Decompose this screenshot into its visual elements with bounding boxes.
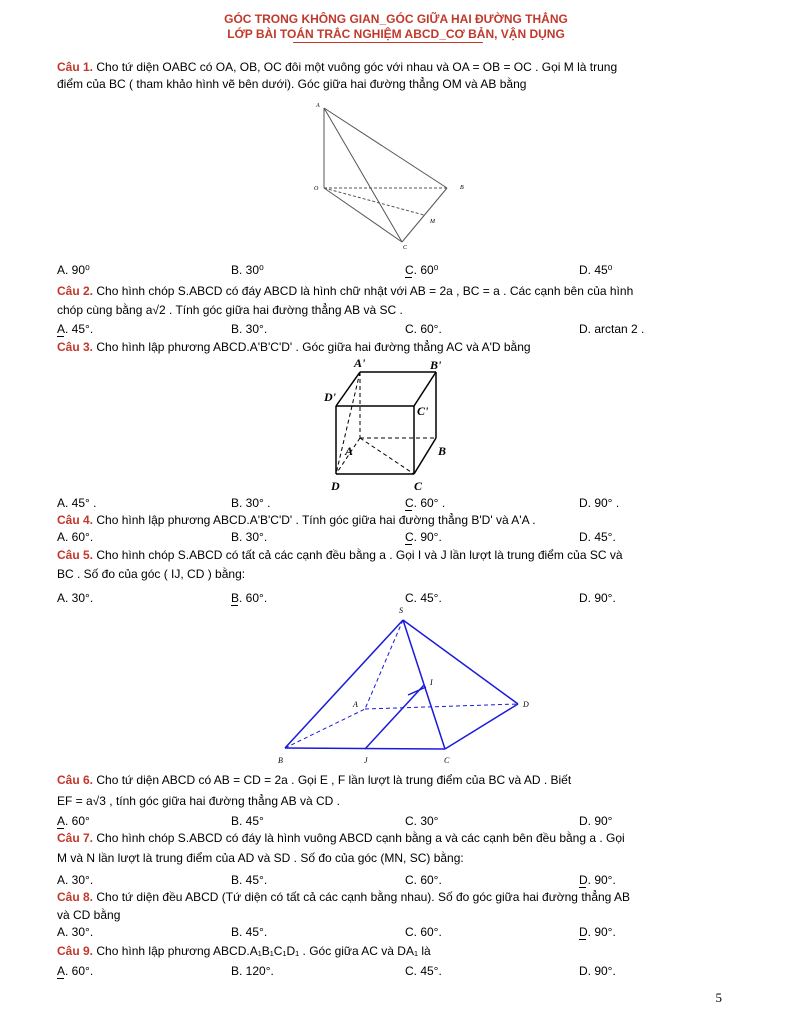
question-2-line2: chóp cùng bằng a√2 . Tính góc giữa hai đường thẳng AB và SC . (57, 303, 403, 317)
q2-option-d[interactable]: D. arctan 2 . (579, 322, 645, 336)
label-a: A (345, 444, 354, 458)
edge-ab (285, 709, 365, 748)
label-d: D (523, 700, 529, 709)
q3-option-d[interactable]: D. 90° . (579, 496, 620, 510)
label-c: C (403, 245, 408, 250)
q4-option-a[interactable]: A. 60°. (57, 530, 94, 544)
q1-option-b[interactable]: B. 30⁰ (231, 263, 264, 277)
figure-cube (320, 355, 460, 495)
question-2-line1: Câu 2. Cho hình chóp S.ABCD có đáy ABCD là hình chữ nhật với AB = 2a , BC = a . Các cạnh bên của hình (57, 284, 634, 298)
q1-option-d[interactable]: D. 45⁰ (579, 263, 613, 277)
q4-option-b[interactable]: B. 30°. (231, 530, 268, 544)
q6-option-c[interactable]: C. 30° (405, 814, 439, 828)
label-b1: B' (430, 358, 442, 372)
segment-ij (365, 685, 424, 749)
question-3-line1: Câu 3. Cho hình lập phương ABCD.A'B'C'D' . Góc giữa hai đường thẳng AC và A'D bằng (57, 340, 531, 354)
figure-tetrahedron-oabc (310, 100, 470, 250)
q6-answer-underline (57, 828, 64, 829)
question-9-line1: Câu 9. Cho hình lập phương ABCD.A₁B₁C₁D₁ . Góc giữa AC và DA₁ là (57, 944, 431, 958)
q9-option-b[interactable]: B. 120°. (231, 964, 274, 978)
q9-answer-underline (57, 978, 64, 979)
label-o: O (314, 186, 319, 192)
edge-sa (365, 620, 403, 709)
q1-option-a[interactable]: A. 90⁰ (57, 263, 90, 277)
q8-option-d[interactable]: D. 90°. (579, 925, 616, 939)
label-s: S (399, 606, 403, 615)
question-5-line1: Câu 5. Cho hình chóp S.ABCD có tất cả các cạnh đều bằng a . Gọi I và J lần lượt là trung điểm của SC và (57, 548, 623, 562)
q8-option-a[interactable]: A. 30°. (57, 925, 94, 939)
label-j: J (364, 756, 368, 765)
q4-option-c[interactable]: C. 90°. (405, 530, 442, 544)
label-c1: C' (417, 404, 429, 418)
q3-answer-underline (405, 510, 412, 511)
question-7-line1: Câu 7. Cho hình chóp S.ABCD có đáy là hình vuông ABCD cạnh bằng a và các cạnh bên đều bằng a . Gọi (57, 831, 625, 845)
q5-option-a[interactable]: A. 30°. (57, 591, 94, 605)
q9-option-a[interactable]: A. 60°. (57, 964, 94, 978)
label-a1: A' (354, 356, 366, 370)
question-8-line1: Câu 8. Cho tứ diện đều ABCD (Tứ diện có tất cả các cạnh bằng nhau). Số đo góc giữa hai đường thẳng AB (57, 890, 631, 904)
question-5-line2: BC . Số đo của góc ( IJ, CD ) bằng: (57, 567, 246, 581)
edge-a1d (336, 372, 360, 474)
q7-option-a[interactable]: A. 30°. (57, 873, 94, 887)
q5-answer-underline (231, 605, 238, 606)
question-1-line1: Câu 1. Cho tứ diện OABC có OA, OB, OC đôi một vuông góc với nhau và OA = OB = OC . Gọi M là trung (57, 60, 618, 74)
q7-option-d[interactable]: D. 90°. (579, 873, 616, 887)
q2-option-c[interactable]: C. 60°. (405, 322, 442, 336)
page-number: 5 (715, 990, 722, 1005)
edge-ac (324, 108, 402, 242)
edge-cd (445, 704, 518, 749)
question-1-line2: điểm của BC ( tham khảo hình vẽ bên dưới). Góc giữa hai đường thẳng OM và AB bằng (57, 77, 527, 91)
q6-option-b[interactable]: B. 45° (231, 814, 264, 828)
figure-pyramid-sabcd (270, 603, 540, 773)
label-c: C (414, 479, 423, 493)
q6-option-d[interactable]: D. 90° (579, 814, 613, 828)
label-a: A (353, 700, 358, 709)
q2-answer-underline (57, 336, 64, 337)
q9-option-c[interactable]: C. 45°. (405, 964, 442, 978)
question-6-line2: EF = a√3 , tính góc giữa hai đường thẳng AB và CD . (57, 794, 341, 808)
q5-option-d[interactable]: D. 90°. (579, 591, 616, 605)
segment-i-tick (408, 687, 426, 695)
q3-option-c[interactable]: C. 60° . (405, 496, 446, 510)
q8-answer-underline (579, 939, 586, 940)
title-underline (293, 42, 483, 43)
label-c: C (444, 756, 450, 765)
q3-option-b[interactable]: B. 30° . (231, 496, 271, 510)
edge-om (324, 188, 424, 215)
q3-option-a[interactable]: A. 45° . (57, 496, 97, 510)
q2-option-b[interactable]: B. 30°. (231, 322, 268, 336)
edge-ab (324, 108, 447, 188)
q1-option-c[interactable]: C. 60⁰ (405, 263, 439, 277)
question-4-line1: Câu 4. Cho hình lập phương ABCD.A'B'C'D' . Tính góc giữa hai đường thẳng B'D' và A'A . (57, 513, 536, 527)
edge-bc (402, 188, 447, 242)
label-d: D (331, 479, 340, 493)
edge-sd (403, 620, 518, 704)
q1-answer-underline (405, 277, 412, 278)
page-subtitle: LỚP BÀI TOÁN TRẮC NGHIỆM ABCD_CƠ BẢN, VẬN DỤNG (227, 27, 565, 41)
page-title: GÓC TRONG KHÔNG GIAN_GÓC GIỮA HAI ĐƯỜNG THẲNG (224, 12, 568, 26)
label-a: A (316, 103, 320, 109)
q6-option-a[interactable]: A. 60° (57, 814, 90, 828)
question-8-line2: và CD bằng (57, 908, 121, 922)
edge-b1c1 (414, 372, 436, 406)
q4-answer-underline (405, 544, 412, 545)
q9-option-d[interactable]: D. 90°. (579, 964, 616, 978)
edge-ac (360, 438, 414, 474)
label-d1: D' (324, 390, 336, 404)
q5-option-b[interactable]: B. 60°. (231, 591, 268, 605)
label-b: B (460, 185, 464, 191)
edge-cb (414, 438, 436, 474)
edge-sb (285, 620, 403, 748)
q2-option-a[interactable]: A. 45°. (57, 322, 94, 336)
q4-option-d[interactable]: D. 45°. (579, 530, 616, 544)
edge-oc (324, 188, 402, 242)
label-m: M (430, 219, 435, 225)
edge-ad (365, 704, 518, 709)
label-i: I (430, 678, 433, 687)
q7-answer-underline (579, 887, 586, 888)
label-b: B (438, 444, 447, 458)
q7-option-b[interactable]: B. 45°. (231, 873, 268, 887)
q8-option-b[interactable]: B. 45°. (231, 925, 268, 939)
label-b: B (278, 756, 283, 765)
edge-sc (403, 620, 445, 749)
q7-option-c[interactable]: C. 60°. (405, 873, 442, 887)
question-7-line2: M và N lần lượt là trung điểm của AD và SD . Số đo của góc (MN, SC) bằng: (57, 851, 464, 865)
q8-option-c[interactable]: C. 60°. (405, 925, 442, 939)
q5-option-c[interactable]: C. 45°. (405, 591, 442, 605)
question-6-line1: Câu 6. Cho tứ diện ABCD có AB = CD = 2a . Gọi E , F lần lượt là trung điểm của BC và AD . Biết (57, 773, 572, 787)
